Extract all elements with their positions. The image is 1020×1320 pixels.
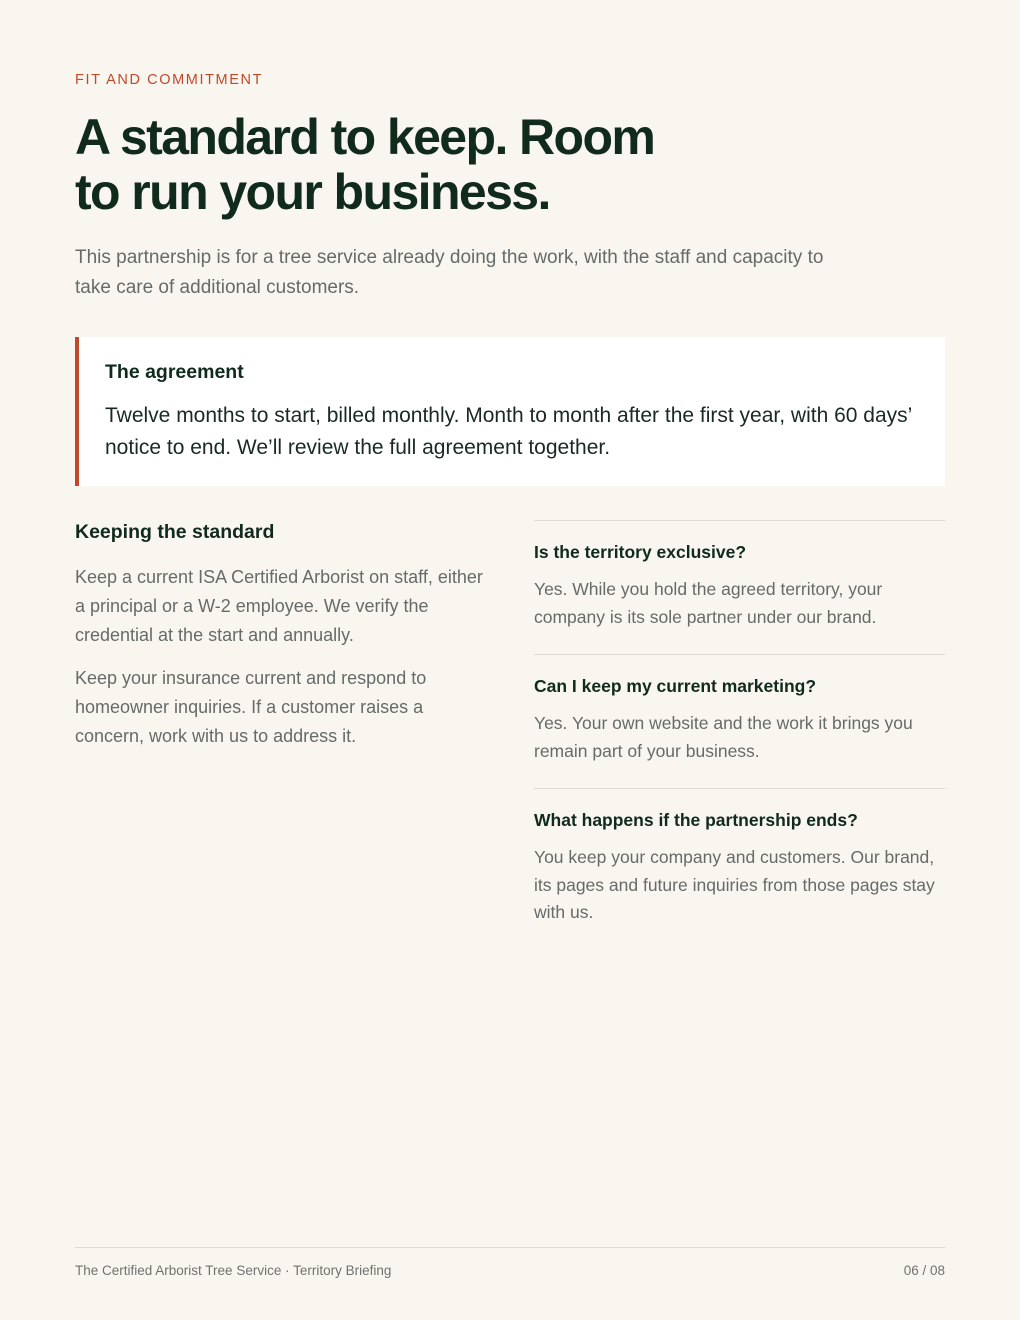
page-title-line-2: to run your business. <box>75 164 550 220</box>
page-title-line-1: A standard to keep. Room <box>75 109 655 165</box>
page-number: 06 / 08 <box>903 1263 945 1278</box>
standard-paragraph: Keep your insurance current and respond to homeowner inquiries. If a customer raises a concern, work with us to address it. <box>75 668 427 746</box>
callout-body: Twelve months to start, billed monthly. Month to month after the first year, with 60 days’ notice to end. We’ll review the full agreement together. <box>105 404 912 459</box>
faq-question: What happens if the partnership ends? <box>534 810 858 830</box>
page <box>75 0 945 1320</box>
faq-question: Is the territory exclusive? <box>534 542 747 562</box>
callout-title: The agreement <box>105 361 244 383</box>
agreement-callout <box>75 337 945 486</box>
faq-item <box>534 788 945 927</box>
faq-list <box>534 520 945 927</box>
faq-item <box>534 520 945 654</box>
section-eyebrow: FIT AND COMMITMENT <box>75 72 264 88</box>
faq-answer: Yes. Your own website and the work it brings you remain part of your business. <box>534 713 913 761</box>
standard-section <box>75 519 485 751</box>
faq-question: Can I keep my current marketing? <box>534 676 817 696</box>
faq-item <box>534 654 945 788</box>
footer-divider <box>75 1247 945 1248</box>
footer-document-title: The Certified Arborist Tree Service · Territory Briefing <box>75 1263 392 1278</box>
faq-answer: You keep your company and customers. Our brand, its pages and future inquiries from those pages stay with us. <box>534 847 935 922</box>
faq-answer: Yes. While you hold the agreed territory, your company is its sole partner under our brand. <box>534 579 883 627</box>
standard-title: Keeping the standard <box>75 521 275 543</box>
page-title <box>75 110 775 220</box>
standard-paragraph: Keep a current ISA Certified Arborist on staff, either a principal or a W-2 employee. We verify the credential at the start and annually. <box>75 567 483 645</box>
intro-paragraph: This partnership is for a tree service already doing the work, with the staff and capacity to take care of additional customers. <box>75 247 824 298</box>
